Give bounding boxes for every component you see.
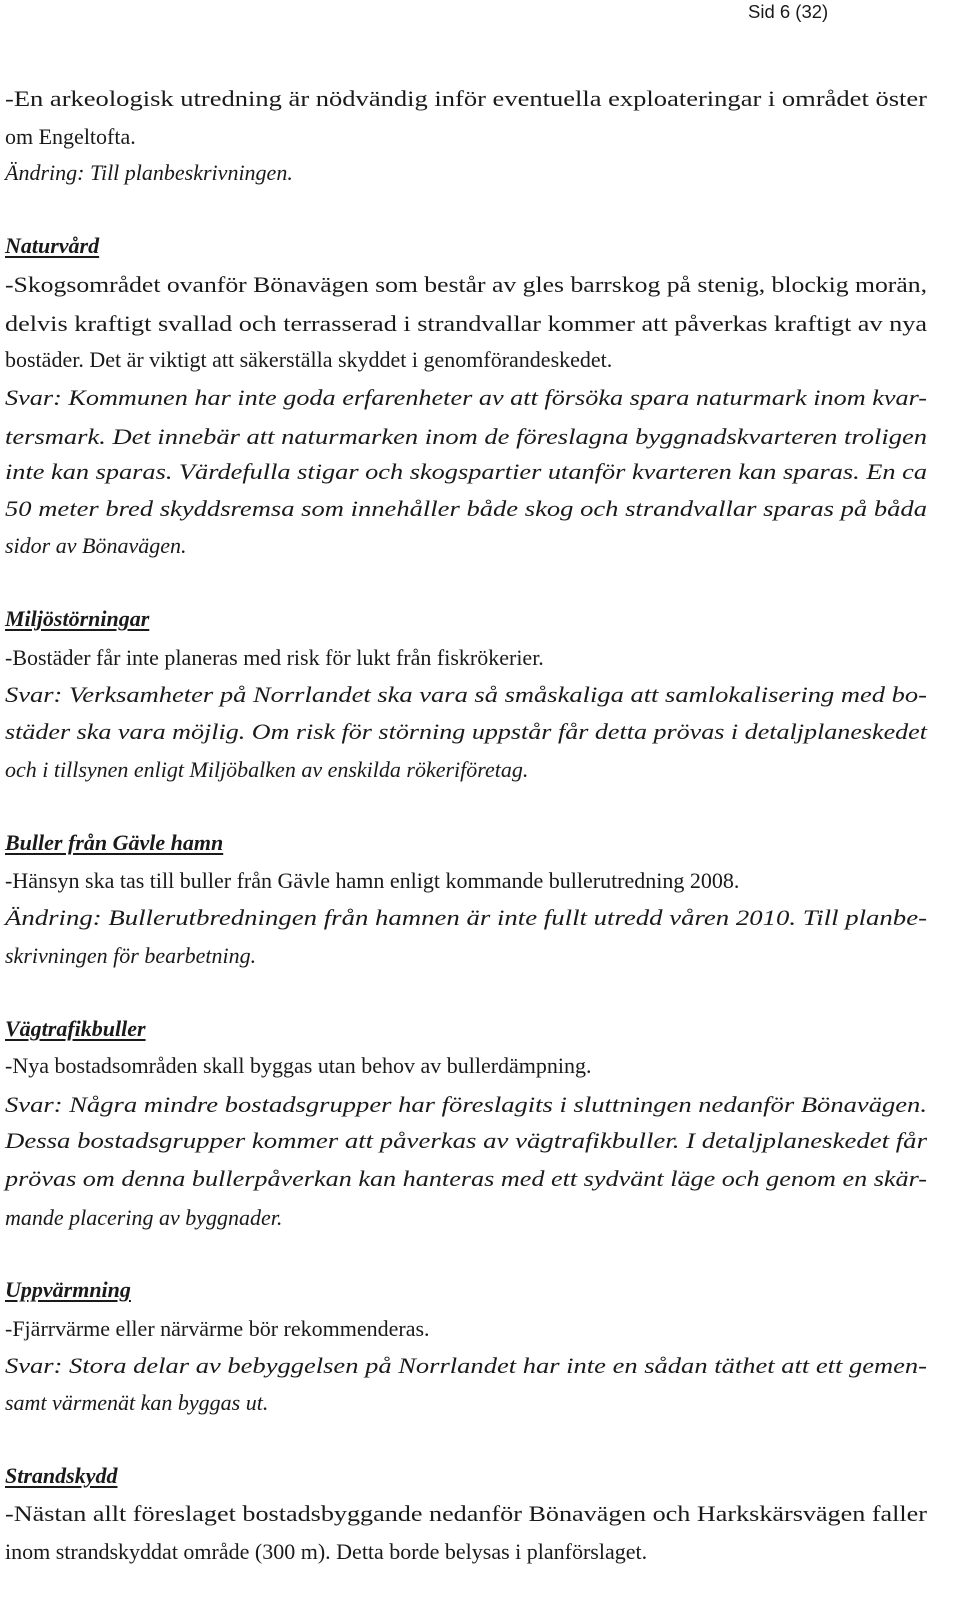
text-line: Svar: Stora delar av bebyggelsen på Norrlandet har inte en sådan täthet att ett gemen- [5,1353,927,1378]
text-line: Svar: Några mindre bostadsgrupper har föreslagits i sluttningen nedanför Bönavägen. [5,1092,927,1117]
text-line: bostäder. Det är viktigt att säkerställa skyddet i genomförandeskedet. [5,347,613,372]
text-line: Svar: Verksamheter på Norrlandet ska vara så småskaliga att samlokalisering med bo- [5,682,927,707]
text-line: prövas om denna bullerpåverkan kan hanteras med ett sydvänt läge och genom en skär- [5,1166,927,1191]
text-line: samt värmenät kan byggas ut. [5,1390,269,1415]
text-line: städer ska vara möjlig. Om risk för störning uppstår får detta prövas i detaljplaneskedet [5,719,928,744]
text-line: -Hänsyn ska tas till buller från Gävle hamn enligt kommande bullerutredning 2008. [5,868,740,893]
text-line: Ändring: Bullerutbredningen från hamnen är inte fullt utredd våren 2010. Till planbe- [5,905,927,930]
text-line: mande placering av byggnader. [5,1205,283,1230]
text-line: -Nästan allt föreslaget bostadsbyggande nedanför Bönavägen och Harkskärsvägen faller [5,1501,927,1526]
text-line: delvis kraftigt svallad och terrasserad i strandvallar kommer att påverkas kraftigt av nya [5,311,927,336]
page-number: Sid 6 (32) [748,1,829,22]
text-line: -Bostäder får inte planeras med risk för lukt från fiskrökerier. [5,645,544,670]
text-line: och i tillsynen enligt Miljöbalken av enskilda rökeriföretag. [5,757,529,782]
section-heading: Uppvärmning [5,1277,131,1302]
text-line: -Skogsområdet ovanför Bönavägen som består av gles barrskog på stenig, blockig morän, [5,272,927,297]
text-line: inte kan sparas. Värdefulla stigar och skogspartier utanför kvarteren kan sparas. En ca [5,459,927,484]
text-line: -Fjärrvärme eller närvärme bör rekommenderas. [5,1316,430,1341]
text-line: skrivningen för bearbetning. [5,943,257,968]
text-line: Ändring: Till planbeskrivningen. [5,160,293,185]
section-heading: Miljöstörningar [5,606,150,631]
text-line: -En arkeologisk utredning är nödvändig inför eventuella exploateringar i området öster [5,86,927,111]
section-heading: Vägtrafikbuller [5,1016,146,1041]
text-line: om Engeltofta. [5,124,136,149]
text-line: tersmark. Det innebär att naturmarken inom de föreslagna byggnadskvarteren troligen [5,424,927,449]
text-line: inom strandskyddat område (300 m). Detta borde belysas i planförslaget. [5,1539,648,1564]
text-line: Dessa bostadsgrupper kommer att påverkas av vägtrafikbuller. I detaljplaneskedet får [5,1128,927,1153]
text-line: Svar: Kommunen har inte goda erfarenheter av att försöka spara naturmark inom kvar- [5,385,927,410]
text-line: -Nya bostadsområden skall byggas utan behov av bullerdämpning. [5,1053,592,1078]
section-heading: Strandskydd [5,1463,118,1488]
text-line: sidor av Bönavägen. [5,533,187,558]
section-heading: Buller från Gävle hamn [5,830,224,855]
section-heading: Naturvård [5,233,100,258]
text-line: 50 meter bred skyddsremsa som innehåller både skog och strandvallar sparas på båda [5,496,927,521]
